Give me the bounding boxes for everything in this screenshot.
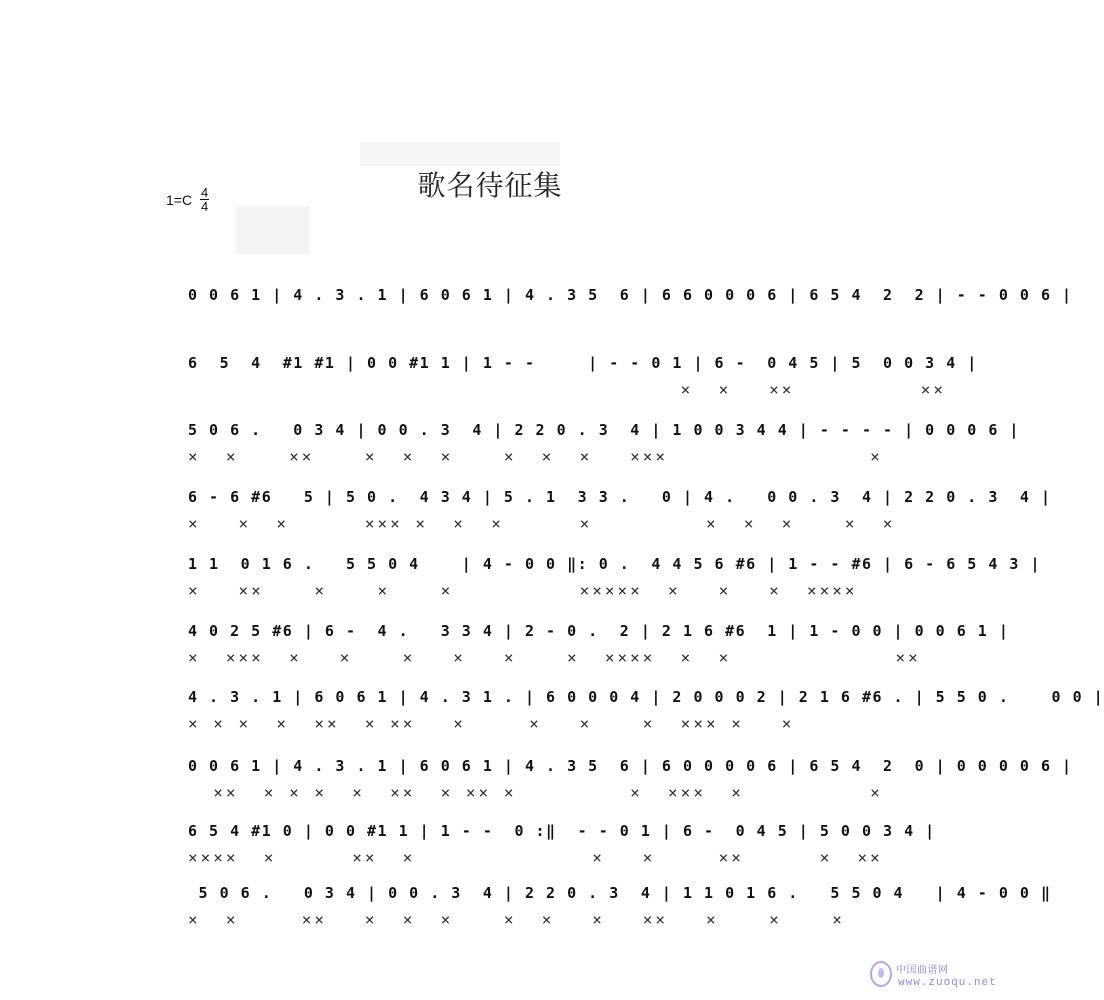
beat-marks: × ×× × × × ××××× × × × ×××× (188, 581, 858, 600)
score-notes: 6 5 4 #1 0 | 0 0 #1 1 | 1 - - 0 :‖ - - 0 1 | 6 - 0 4 5 | 5 0 0 3 4 | (188, 822, 936, 840)
beat-marks: × ××× × × × × × × ×××× × × ×× (188, 648, 921, 667)
beat-marks: × × ×× ×× (188, 380, 946, 399)
music-note-circle-icon (870, 961, 892, 987)
blank-patch (236, 206, 310, 254)
time-signature-bottom: 4 (200, 199, 209, 214)
beat-marks: × × × ××× × × × × × × × × × (188, 514, 896, 533)
score-notes: 0 0 6 1 | 4 . 3 . 1 | 6 0 6 1 | 4 . 3 5 6 | 6 6 0 0 0 6 | 6 5 4 2 2 | - - 0 0 6 | (188, 286, 1073, 304)
score-notes: 5 0 6 . 0 3 4 | 0 0 . 3 4 | 2 2 0 . 3 4 | 1 1 0 1 6 . 5 5 0 4 | 4 - 0 0 ‖ (188, 884, 1052, 902)
blank-patch (360, 142, 560, 166)
key-signature (166, 186, 209, 213)
score-notes: 5 0 6 . 0 3 4 | 0 0 . 3 4 | 2 2 0 . 3 4 | 1 0 0 3 4 4 | - - - - | 0 0 0 6 | (188, 421, 1020, 439)
score-notes: 0 0 6 1 | 4 . 3 . 1 | 6 0 6 1 | 4 . 3 5 6 | 6 0 0 0 0 6 | 6 5 4 2 0 | 0 0 0 0 6 | (188, 757, 1073, 775)
score-notes: 4 0 2 5 #6 | 6 - 4 . 3 3 4 | 2 - 0 . 2 | 2 1 6 #6 1 | 1 - 0 0 | 0 0 6 1 | (188, 622, 1010, 640)
watermark-url: www.zuoqu.net (898, 977, 997, 989)
beat-marks: × × ×× × × × × × × ××× × (188, 447, 883, 466)
beat-marks: ×××× × ×× × × × ×× × ×× (188, 848, 883, 867)
beat-marks: ×× × × × × ×× × ×× × × ××× × × (188, 783, 883, 802)
time-signature-top: 4 (200, 185, 209, 200)
score-notes: 6 5 4 #1 #1 | 0 0 #1 1 | 1 - - | - - 0 1 | 6 - 0 4 5 | 5 0 0 3 4 | (188, 354, 978, 372)
time-signature (200, 186, 209, 213)
site-watermark (866, 955, 998, 995)
score-notes: 1 1 0 1 6 . 5 5 0 4 | 4 - 0 0 ‖: 0 . 4 4 5 6 #6 | 1 - - #6 | 6 - 6 5 4 3 | (188, 555, 1041, 573)
song-title: 歌名待征集 (417, 169, 563, 202)
beat-marks: × × ×× × × × × × × ×× × × × (188, 910, 845, 929)
score-notes: 4 . 3 . 1 | 6 0 6 1 | 4 . 3 1 . | 6 0 0 0 4 | 2 0 0 0 2 | 2 1 6 #6 . | 5 5 0 . 0 0 | (188, 688, 1104, 706)
beat-marks: × × × × ×× × ×× × × × × ××× × × (188, 714, 795, 733)
watermark-site-name: 中国曲谱网 (896, 965, 949, 976)
score-notes: 6 - 6 #6 5 | 5 0 . 4 3 4 | 5 . 1 3 3 . 0 | 4 . 0 0 . 3 4 | 2 2 0 . 3 4 | (188, 488, 1052, 506)
key-label: 1=C (166, 191, 193, 208)
